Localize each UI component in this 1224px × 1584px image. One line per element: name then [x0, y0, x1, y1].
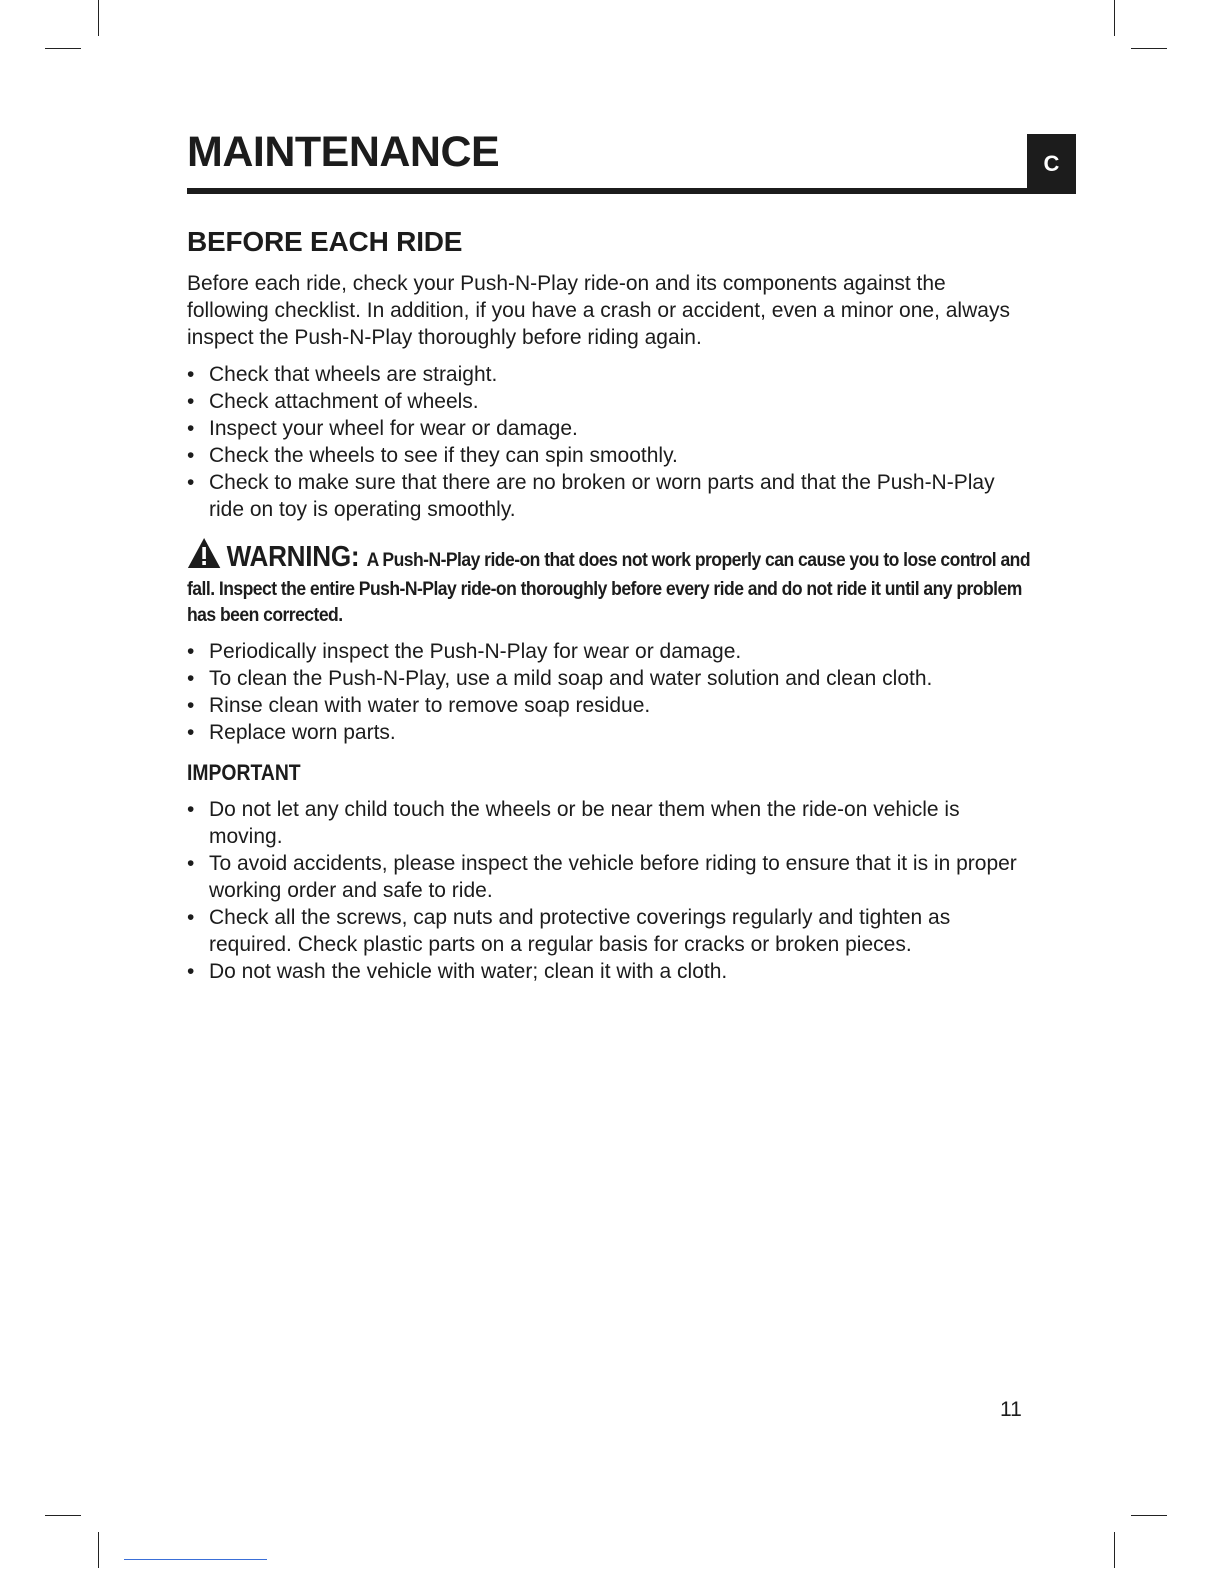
intro-paragraph: Before each ride, check your Push-N-Play ride-on and its components against the following checklist. In addition, if you have a crash or accident, even a minor one, always inspect the Push-N-Play thoroughly before riding again. — [187, 272, 1010, 349]
section-heading: BEFORE EACH RIDE — [187, 226, 463, 257]
list-item: • To avoid accidents, please inspect the vehicle before riding to ensure that it is in proper working order and safe to ride. — [187, 850, 1032, 904]
crop-mark — [45, 1515, 81, 1516]
list-item: • Check attachment of wheels. — [187, 388, 1032, 415]
list-item: • Inspect your wheel for wear or damage. — [187, 415, 1032, 442]
crop-mark — [1131, 1515, 1167, 1516]
warning-label: WARNING: — [226, 541, 360, 573]
list-item: • Rinse clean with water to remove soap residue. — [187, 692, 1032, 719]
list-item: • Check that wheels are straight. — [187, 361, 1032, 388]
crop-mark — [98, 0, 99, 36]
title-rule — [187, 188, 1076, 194]
footer-link-underline — [124, 1559, 267, 1560]
checklist — [187, 361, 1032, 523]
care-list — [187, 638, 1032, 746]
list-item: • Do not let any child touch the wheels or be near them when the ride-on vehicle is moving. — [187, 796, 1032, 850]
warning-text: A Push-N-Play ride-on that does not work properly can cause you to lose control and fall. Inspect the entire Push-N-Play ride-on thoroughly before every ride and do not ride it until any problem has been corrected. — [187, 549, 1031, 626]
list-item: • Check all the screws, cap nuts and protective coverings regularly and tighten as required. Check plastic parts on a regular basis for cracks or broken pieces. — [187, 904, 1032, 958]
warning-triangle-icon — [187, 537, 221, 576]
crop-mark — [1114, 0, 1115, 36]
list-item: • Check to make sure that there are no broken or worn parts and that the Push-N-Play ride on toy is operating smoothly. — [187, 469, 1032, 523]
crop-mark — [1131, 48, 1167, 49]
list-item: • Do not wash the vehicle with water; clean it with a cloth. — [187, 958, 1032, 985]
crop-mark — [1114, 1532, 1115, 1568]
main-content — [187, 226, 1032, 999]
list-item: • Replace worn parts. — [187, 719, 1032, 746]
section-tab: C — [1027, 134, 1076, 194]
crop-mark — [98, 1532, 99, 1568]
list-item: • Periodically inspect the Push-N-Play for wear or damage. — [187, 638, 1032, 665]
page-title: MAINTENANCE — [187, 128, 500, 176]
page-number: 11 — [1000, 1398, 1022, 1421]
list-item: • Check the wheels to see if they can spin smoothly. — [187, 442, 1032, 469]
important-list — [187, 796, 1032, 985]
warning-block — [187, 537, 1033, 628]
crop-mark — [45, 48, 81, 49]
important-heading: IMPORTANT — [187, 760, 301, 785]
list-item: • To clean the Push-N-Play, use a mild soap and water solution and clean cloth. — [187, 665, 1032, 692]
